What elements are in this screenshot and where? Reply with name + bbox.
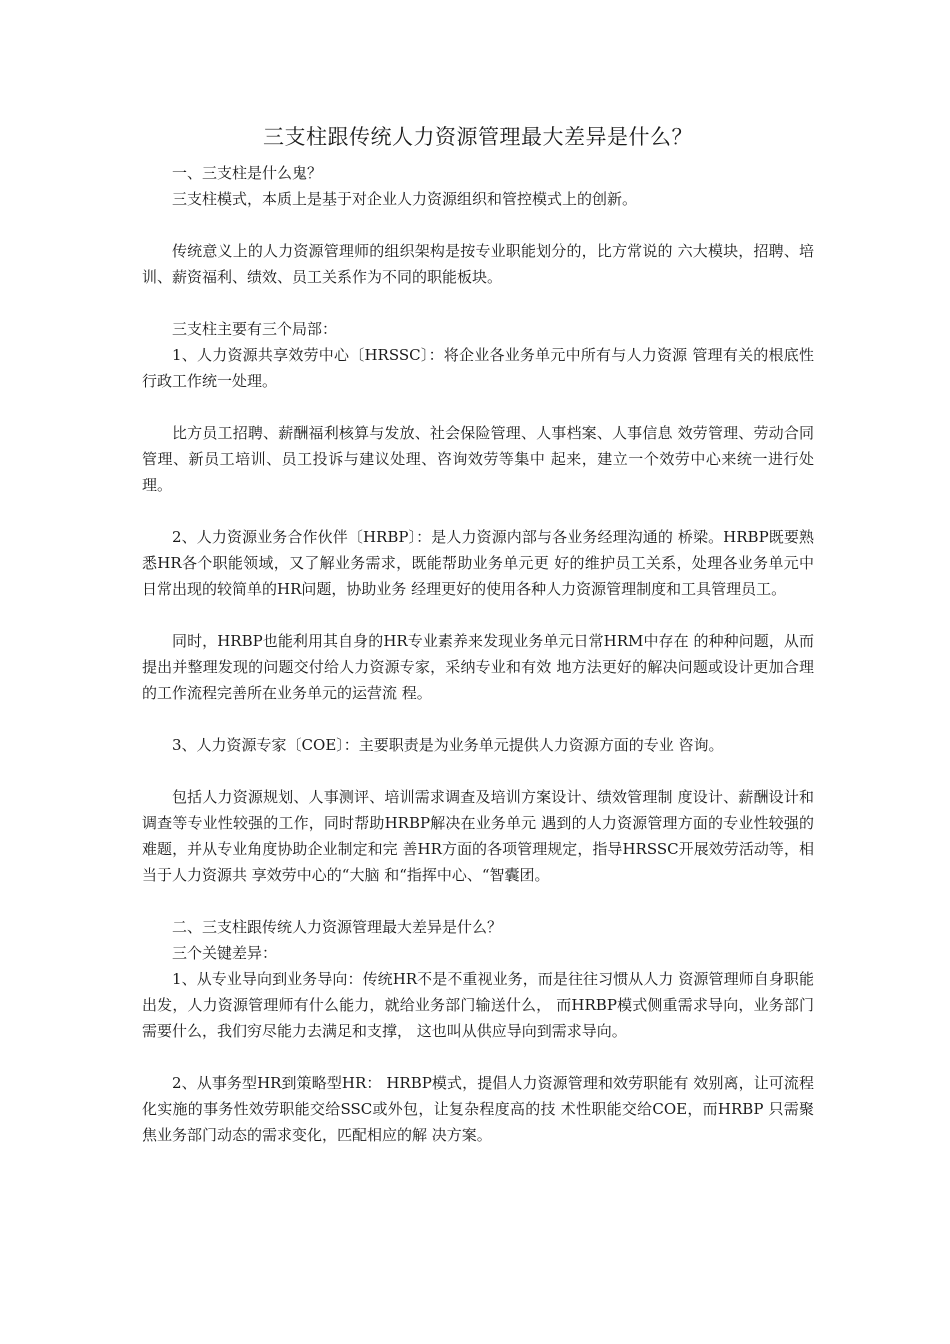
body-paragraph: 传统意义上的人力资源管理师的组织架构是按专业职能划分的，比方常说的 六大模块，招聘、培训、薪资福利、绩效、员工关系作为不同的职能板块。 (142, 242, 814, 286)
body-paragraph: 一、三支柱是什么鬼？ (172, 164, 323, 182)
document-title: 三支柱跟传统人力资源管理最大差异是什么？ (263, 125, 693, 149)
body-paragraph: 2、人力资源业务合作伙伴〔HRBP〕：是人力资源内部与各业务经理沟通的 桥梁。HRBP既要熟悉HR各个职能领域，又了解业务需求，既能帮助业务单元更 好的维护员工关系，处理各业务单元中日常出现的较简单的HR问题，协助业务 经理更好的使用各种人力资源管理制度和工具管理员工。 (142, 528, 814, 598)
body-paragraph: 三支柱主要有三个局部： (172, 320, 338, 338)
body-paragraph: 三个关键差异： (172, 944, 278, 962)
body-paragraph: 2、从事务型HR到策略型HR： HRBP模式，提倡人力资源管理和效劳职能有 效别离，让可流程化实施的事务性效劳职能交给SSC或外包，让复杂程度高的技 术性职能交给COE，而HRBP 只需聚焦业务部门动态的需求变化，匹配相应的解 决方案。 (142, 1074, 814, 1144)
body-paragraph: 1、人力资源共享效劳中心〔HRSSC〕：将企业各业务单元中所有与人力资源 管理有关的根底性行政工作统一处理。 (142, 346, 814, 390)
paragraph-spacer (142, 498, 814, 524)
body-paragraph: 比方员工招聘、薪酬福利核算与发放、社会保险管理、人事档案、人事信息 效劳管理、劳动合同管理、新员工培训、员工投诉与建议处理、咨询效劳等集中 起来，建立一个效劳中心来统一进行处理。 (142, 424, 814, 494)
body-paragraph: 同时，HRBP也能利用其自身的HR专业素养来发现业务单元日常HRM中存在 的种种问题，从而提出并整理发现的问题交付给人力资源专家，采纳专业和有效 地方法更好的解决问题或设计更加合理的工作流程完善所在业务单元的运营流 程。 (142, 632, 814, 702)
body-paragraph: 二、三支柱跟传统人力资源管理最大差异是什么？ (172, 918, 503, 936)
paragraph-spacer (142, 394, 814, 420)
body-paragraph: 包括人力资源规划、人事测评、培训需求调查及培训方案设计、绩效管理制 度设计、薪酬设计和调查等专业性较强的工作，同时帮助HRBP解决在业务单元 遇到的人力资源管理方面的专业性较强的难题，并从专业角度协助企业制定和完 善HR方面的各项管理规定，指导HRSSC开展效劳活动等，相当于人力资源共 享效劳中心的“大脑 和“指挥中心、“智囊团。 (142, 788, 814, 884)
document-body (142, 160, 814, 1148)
paragraph-spacer (142, 758, 814, 784)
paragraph-spacer (142, 1044, 814, 1070)
body-paragraph: 1、从专业导向到业务导向：传统HR不是不重视业务，而是往往习惯从人力 资源管理师自身职能出发，人力资源管理师有什么能力，就给业务部门输送什么， 而HRBP模式侧重需求导向，业务部门需要什么，我们穷尽能力去满足和支撑， 这也叫从供应导向到需求导向。 (142, 970, 814, 1040)
paragraph-spacer (142, 602, 814, 628)
body-paragraph: 3、人力资源专家〔COE〕：主要职责是为业务单元提供人力资源方面的专业 咨询。 (172, 736, 724, 754)
paragraph-spacer (142, 212, 814, 238)
paragraph-spacer (142, 706, 814, 732)
paragraph-spacer (142, 290, 814, 316)
paragraph-spacer (142, 888, 814, 914)
body-paragraph: 三支柱模式，本质上是基于对企业人力资源组织和管控模式上的创新。 (172, 190, 638, 208)
